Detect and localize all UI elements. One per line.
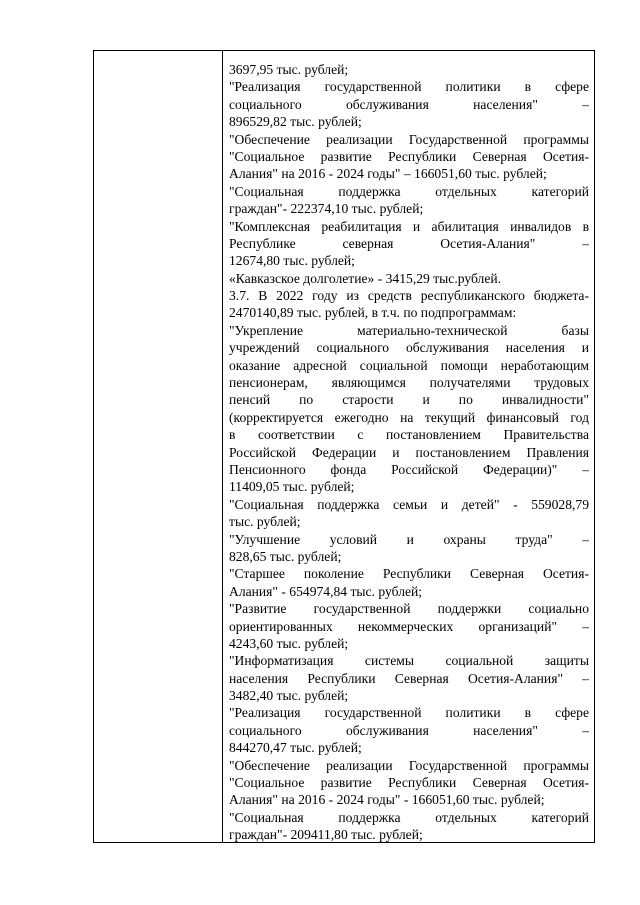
- text-line: оказание адресной социальной помощи неработающим: [229, 357, 589, 373]
- text-line: "Информатизация системы социальной защиты: [229, 653, 589, 669]
- text-line: "Социальное развитие Республики Северная Осетия-: [229, 775, 589, 791]
- text-line: "Укрепление материально-технической базы: [229, 322, 589, 338]
- text-line: 3697,95 тыс. рублей;: [229, 62, 349, 77]
- text-line: Республике северная Осетия-Алания" –: [229, 235, 589, 251]
- text-line: 3.7. В 2022 году из средств республиканского бюджета-: [229, 288, 589, 304]
- text-line: "Улучшение условий и охраны труда" –: [229, 531, 589, 547]
- text-line: 844270,47 тыс. рублей;: [229, 740, 362, 756]
- text-line: "Развитие государственной поддержки социально: [229, 601, 589, 617]
- text-line: граждан"- 209411,80 тыс. рублей;: [229, 827, 423, 843]
- text-line: (корректируется ежегодно на текущий финансовый год: [229, 409, 589, 425]
- text-line: "Комплексная реабилитация и абилитация инвалидов в: [229, 218, 589, 234]
- text-line: "Реализация государственной политики в сфере: [229, 79, 589, 95]
- table-cell-left: [94, 51, 222, 842]
- text-line: населения Республики Северная Осетия-Алания" –: [229, 670, 589, 686]
- text-line: Пенсионного фонда Российской Федерации)" –: [229, 461, 589, 477]
- text-line: 4243,60 тыс. рублей;: [229, 635, 349, 651]
- text-line: "Социальное развитие Республики Северная Осетия-: [229, 148, 589, 164]
- text-line: граждан"- 222374,10 тыс. рублей;: [229, 201, 424, 217]
- table-cell-content: [229, 61, 589, 844]
- text-line: пенсионерам, являющимся получателями трудовых: [229, 375, 589, 391]
- text-line: ориентированных некоммерческих организаций" –: [229, 618, 589, 634]
- text-line: "Социальная поддержка отдельных категорий: [229, 809, 589, 825]
- text-line: Алания" на 2016 - 2024 годы" - 166051,60 тыс. рублей;: [229, 792, 545, 808]
- text-line: 12674,80 тыс. рублей;: [229, 253, 355, 269]
- text-line: Российской Федерации и постановлением Правления: [229, 444, 589, 460]
- text-line: "Обеспечение реализации Государственной программы: [229, 757, 589, 773]
- text-line: "Социальная поддержка семьи и детей" - 559028,79: [229, 496, 589, 512]
- column-divider: [222, 51, 223, 842]
- text-line: "Социальная поддержка отдельных категорий: [229, 183, 589, 199]
- text-line: социального обслуживания населения" –: [229, 722, 589, 738]
- text-line: 3482,40 тыс. рублей;: [229, 688, 349, 704]
- text-line: Алания" - 654974,84 тыс. рублей;: [229, 583, 423, 599]
- text-line: 2470140,89 тыс. рублей, в т.ч. по подпрограммам:: [229, 305, 517, 321]
- text-line: учреждений социального обслуживания населения и: [229, 340, 589, 356]
- text-line: 896529,82 тыс. рублей;: [229, 114, 362, 130]
- text-line: в соответствии с постановлением Правительства: [229, 427, 589, 443]
- text-line: тыс. рублей;: [229, 514, 301, 530]
- text-line: "Старшее поколение Республики Северная Осетия-: [229, 566, 589, 582]
- text-line: социального обслуживания населения" –: [229, 96, 589, 112]
- text-line: Алания" на 2016 - 2024 годы" – 166051,60 тыс. рублей;: [229, 166, 547, 182]
- text-line: 828,65 тыс. рублей;: [229, 548, 342, 564]
- text-line: "Обеспечение реализации Государственной программы: [229, 131, 589, 147]
- text-line: 11409,05 тыс. рублей;: [229, 479, 355, 495]
- text-line: пенсий по старости и по инвалидности": [229, 392, 589, 408]
- text-line: "Реализация государственной политики в сфере: [229, 705, 589, 721]
- document-table: [93, 50, 595, 843]
- text-line: «Кавказское долголетие» - 3415,29 тыс.рублей.: [229, 270, 502, 286]
